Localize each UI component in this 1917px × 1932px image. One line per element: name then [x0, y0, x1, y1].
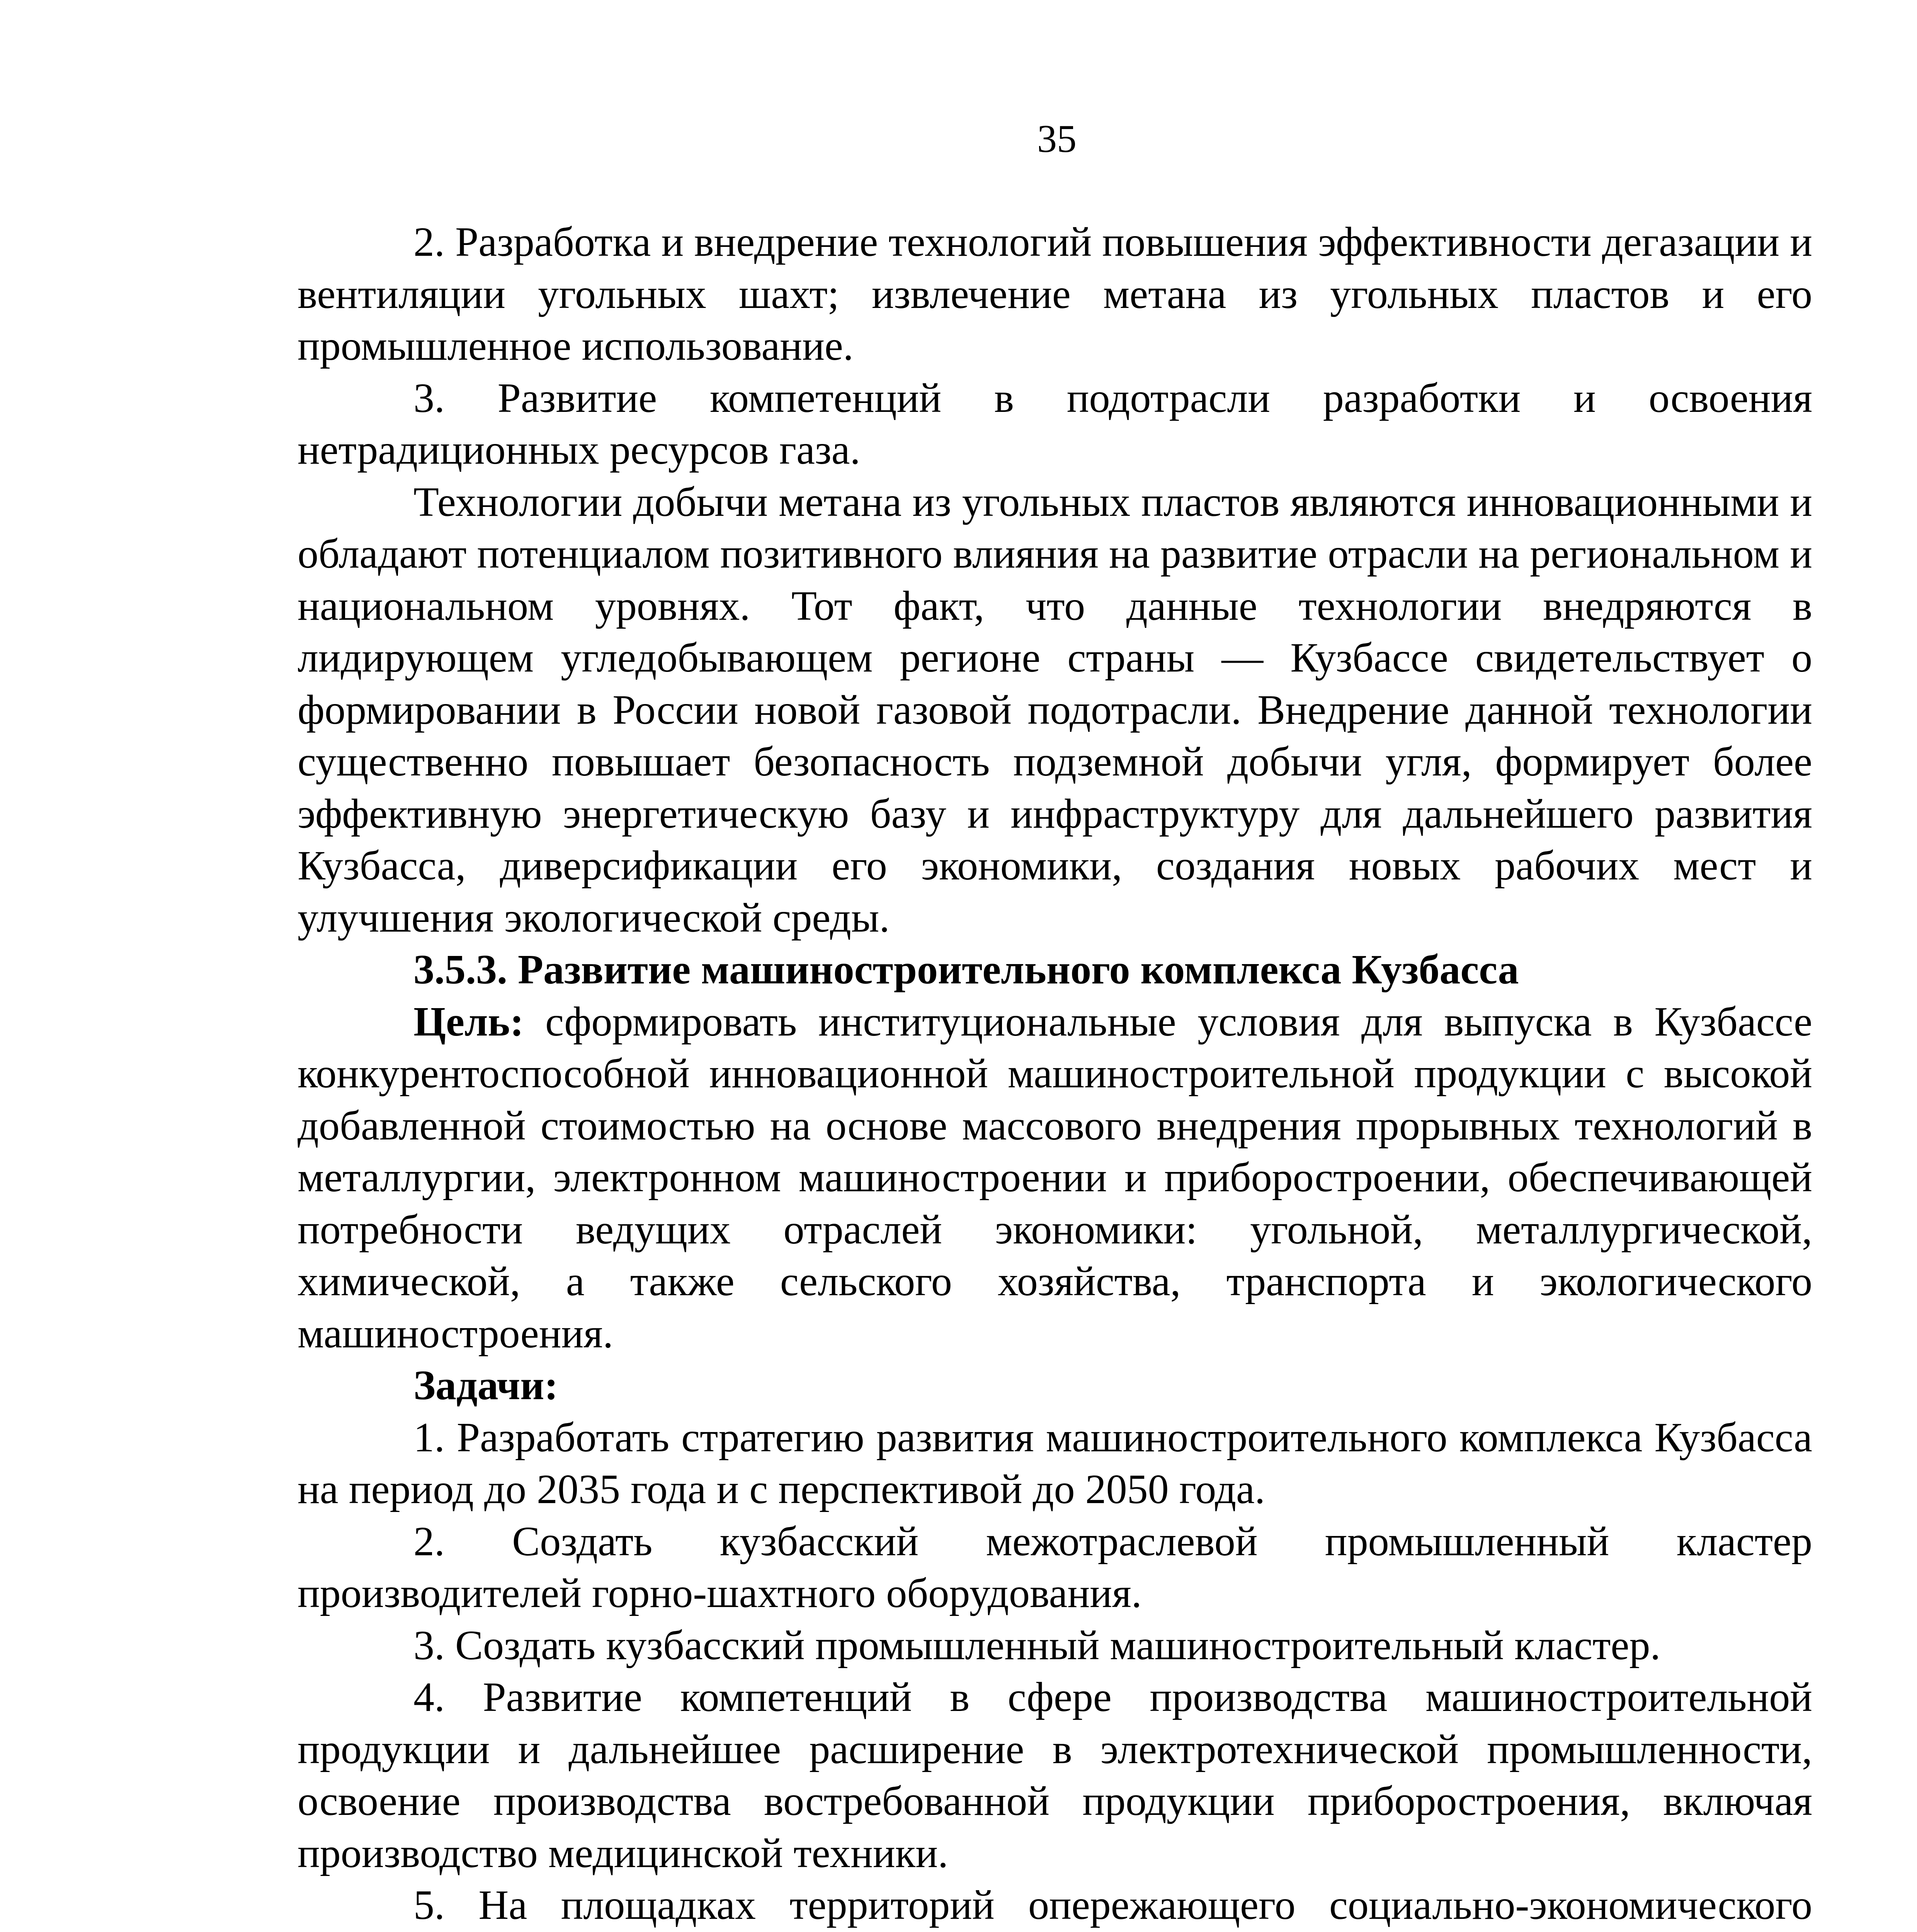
- task-item: 5. На площадках территорий опережающего социально-экономического: [413, 1882, 1812, 1928]
- task-item: 4. Развитие компетенций в сфере производства машиностроительной продукции и дальнейшее расширение в электротехнической промышленности, освоение производства востребованной продукции приборостроения, включая производство медицинской техники.: [298, 1674, 1812, 1876]
- paragraph-methane-technologies: Технологии добычи метана из угольных пластов являются инновационными и обладают потенциалом позитивного влияния на развитие отрасли на региональном и национальном уровнях. Тот факт, что данные технологии внедряются в лидирующем угледобывающем регионе страны — Кузбассе свидетельствует о формировании в России новой газовой подотрасли. Внедрение данной технологии существенно повышает безопасность подземной добычи угля, формирует более эффективную энергетическую базу и инфраструктуру для дальнейшего развития Кузбасса, диверсификации его экономики, создания новых рабочих мест и улучшения экологической среды.: [298, 479, 1812, 941]
- task-item: 3. Создать кузбасский промышленный машиностроительный кластер.: [413, 1622, 1661, 1668]
- goal-label: Цель:: [413, 998, 524, 1045]
- task-item: 2. Создать кузбасский межотраслевой промышленный кластер производителей горно-шахтного оборудования.: [298, 1518, 1812, 1616]
- page-body: [298, 216, 1812, 1932]
- tasks-label: Задачи:: [413, 1362, 558, 1408]
- page-number: 35: [1037, 117, 1077, 161]
- goal-text: сформировать институциональные условия для выпуска в Кузбассе конкурентоспособной инновационной машиностроительной продукции с высокой добавленной стоимостью на основе массового внедрения прорывных технологий в металлургии, электронном машиностроении и приборостроении, обеспечивающей потребности ведущих отраслей экономики: угольной, металлургической, химической, а также сельского хозяйства, транспорта и экологического машиностроения.: [298, 998, 1812, 1357]
- goal-paragraph: [298, 996, 1812, 1360]
- paragraph-gas-competencies: 3. Развитие компетенций в подотрасли разработки и освоения нетрадиционных ресурсов газа.: [298, 375, 1812, 473]
- paragraph-degasification: 2. Разработка и внедрение технологий повышения эффективности дегазации и вентиляции угольных шахт; извлечение метана из угольных пластов и его промышленное использование.: [298, 219, 1812, 369]
- section-heading: 3.5.3. Развитие машиностроительного комплекса Кузбасса: [413, 947, 1519, 993]
- task-item: 1. Разработать стратегию развития машиностроительного комплекса Кузбасса на период до 2035 года и с перспективой до 2050 года.: [298, 1414, 1812, 1512]
